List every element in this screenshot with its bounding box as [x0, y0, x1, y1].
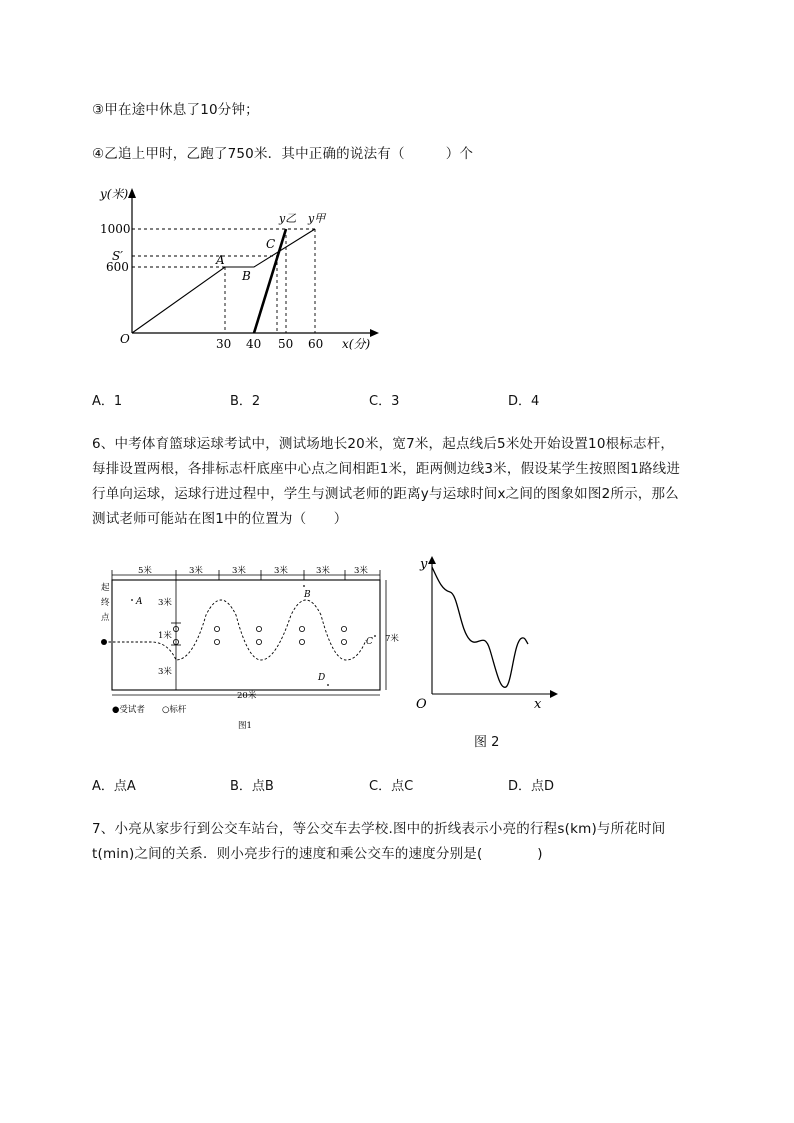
- point-a: A: [136, 597, 143, 607]
- court-figure: [96, 560, 406, 740]
- point-b-label: B: [242, 269, 251, 283]
- q7-line-2: t(min)之间的关系．则小亮步行的速度和乘公交车的速度分别是( ): [92, 846, 543, 862]
- point-b: B: [304, 590, 311, 600]
- svg-text:3米: 3米: [316, 566, 330, 576]
- statement-4: ④乙追上甲时，乙跑了750米．其中正确的说法有（ ）个: [92, 146, 474, 162]
- svg-text:3米: 3米: [354, 566, 368, 576]
- svg-text:3米: 3米: [158, 667, 172, 677]
- svg-text:3米: 3米: [189, 566, 203, 576]
- origin-label: O: [120, 332, 130, 346]
- x-tick-50: 50: [278, 337, 294, 351]
- court-boundary: [112, 580, 380, 690]
- q5-option-d[interactable]: D．4: [508, 394, 540, 409]
- q6-line-4: 测试老师可能站在图1中的位置为（ ）: [92, 511, 348, 527]
- q6-line-2: 每排设置两根，各排标志杆底座中心点之间相距1米，距两侧边线3米，假设某学生按照图1路线进: [92, 461, 681, 477]
- y-tick-s: S′: [112, 249, 123, 263]
- left-dimension-labels: [158, 597, 172, 677]
- series-yi-label: y乙: [279, 212, 297, 225]
- q6-option-c[interactable]: C．点C: [369, 779, 414, 794]
- figure-2-caption: 图 2: [474, 735, 500, 750]
- top-dimension-labels: [138, 565, 368, 576]
- top-dimension-line: [112, 570, 380, 580]
- y-axis-label: y(米): [100, 187, 129, 201]
- q6-line-3: 行单向运球，运球行进过程中，学生与测试老师的距离y与运球时间x之间的图象如图2所示，那么: [92, 486, 679, 502]
- y-tick-1000: 1000: [100, 222, 131, 236]
- point-d: D: [318, 673, 326, 683]
- series-jia-label: y甲: [308, 212, 326, 225]
- right-dimension-label: 7米: [385, 634, 399, 644]
- distance-time-graph: [92, 178, 392, 358]
- svg-text:终: 终: [101, 598, 110, 608]
- origin-label: O: [416, 697, 427, 712]
- svg-text:3米: 3米: [232, 566, 246, 576]
- distance-curve: [432, 567, 528, 687]
- q5-option-c[interactable]: C．3: [369, 394, 400, 409]
- svg-text:点: 点: [101, 613, 110, 623]
- y-axis-arrow: [128, 188, 136, 198]
- x-tick-60: 60: [308, 337, 324, 351]
- guide-lines: [132, 229, 315, 333]
- q5-option-a[interactable]: A．1: [92, 394, 123, 409]
- jia-line: [132, 229, 315, 333]
- x-axis-label: x: [534, 697, 542, 712]
- x-axis-arrow: [370, 329, 379, 337]
- svg-text:5米: 5米: [138, 566, 152, 576]
- x-axis-label: x(分): [342, 337, 371, 351]
- poles: [173, 626, 346, 644]
- x-tick-40: 40: [246, 337, 262, 351]
- legend-pole: ○标杆: [162, 705, 187, 715]
- svg-text:3米: 3米: [158, 598, 172, 608]
- bottom-dimension-label: 20米: [237, 691, 257, 701]
- point-c-label: C: [266, 237, 276, 251]
- start-label: [101, 582, 110, 623]
- distance-curve-figure: [410, 550, 560, 720]
- left-dimension-line: [171, 580, 181, 690]
- point-a-label: A: [216, 253, 225, 267]
- figure-1-caption: 图1: [238, 721, 252, 731]
- statement-3: ③甲在途中休息了10分钟；: [92, 102, 259, 118]
- q5-option-b[interactable]: B．2: [230, 394, 261, 409]
- q6-option-a[interactable]: A．点A: [92, 779, 136, 794]
- q6-option-d[interactable]: D．点D: [508, 779, 555, 794]
- q6-option-b[interactable]: B．点B: [230, 779, 274, 794]
- dribble-path: [104, 600, 366, 660]
- q6-line-1: 6、中考体育篮球运球考试中，测试场地长20米，宽7米，起点线后5米处开始设置10根标志杆，: [92, 436, 675, 452]
- point-c: C: [366, 637, 373, 647]
- svg-text:3米: 3米: [274, 566, 288, 576]
- y-tick-600: 600: [106, 260, 129, 274]
- x-tick-30: 30: [216, 337, 232, 351]
- y-axis-label: y: [420, 557, 428, 572]
- q7-line-1: 7、小亮从家步行到公交车站台，等公交车去学校.图中的折线表示小亮的行程s(km)与所花时间: [92, 821, 666, 837]
- legend-runner: ●受试者: [112, 705, 145, 715]
- svg-text:1米: 1米: [158, 631, 172, 641]
- svg-text:起: 起: [101, 583, 110, 593]
